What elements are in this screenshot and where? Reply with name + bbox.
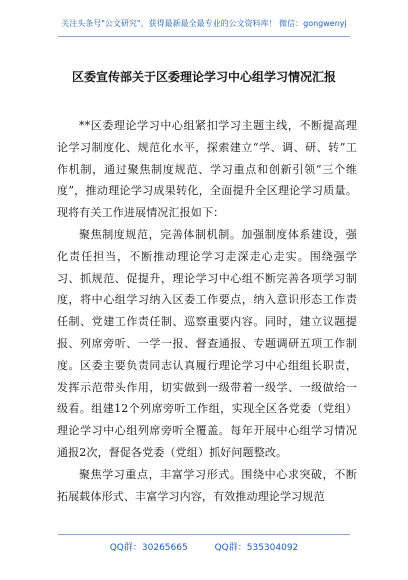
document-title: 区委宣传部关于区委理论学习中心组学习情况汇报	[71, 70, 336, 84]
header-divider	[58, 36, 350, 37]
footer-qq-group-2: QQ群：535304092	[214, 543, 299, 553]
paragraph-intro: **区委理论学习中心组紧扣学习主题主线，不断提高理论学习制度化、规范化水平，探索建立“学、调、研、转”工作机制，通过聚焦制度规范、学习重点和创新引领“三个维度”，推动理论学习成果转化，全面提升全区理论学习质量。现将有关工作进展情况汇报如下：	[57, 119, 357, 220]
footer	[0, 540, 408, 553]
header-notice: 关注头条号"公文研究"，获得最新最全最专业的公文资料库！ 微信：gongwenyj	[61, 19, 347, 28]
paragraph-focus: 聚焦学习重点，丰富学习形式。围绕中心求突破，不断拓展载体形式、丰富学习内容，有效推动理论学习规范	[57, 467, 357, 503]
footer-qq-group-1: QQ群：30265665	[109, 543, 188, 553]
document-body	[57, 115, 357, 507]
footer-divider	[58, 534, 350, 535]
paragraph-system: 聚焦制度规范，完善体制机制。加强制度体系建设，强化责任担当，不断推动理论学习走深走心走实。围绕强学习、抓规范、促提升，理论学习中心组不断完善各项学习制度，将中心组学习纳入区委工作要点，纳入意识形态工作责任制、党建工作责任制、巡察重要内容。同时，建立议题提报、列席旁听、一学一报、督查通报、专题调研五项工作制度。区委主要负责同志认真履行理论学习中心组组长职责，发挥示范带头作用，切实做到一级带着一级学、一级做给一级看。组建12个列席旁听工作组，实现全区各党委（党组）理论学习中心组列席旁听全覆盖。每年开展中心组学习情况通报2次，督促各党委（党组）抓好问题整改。	[57, 227, 357, 459]
